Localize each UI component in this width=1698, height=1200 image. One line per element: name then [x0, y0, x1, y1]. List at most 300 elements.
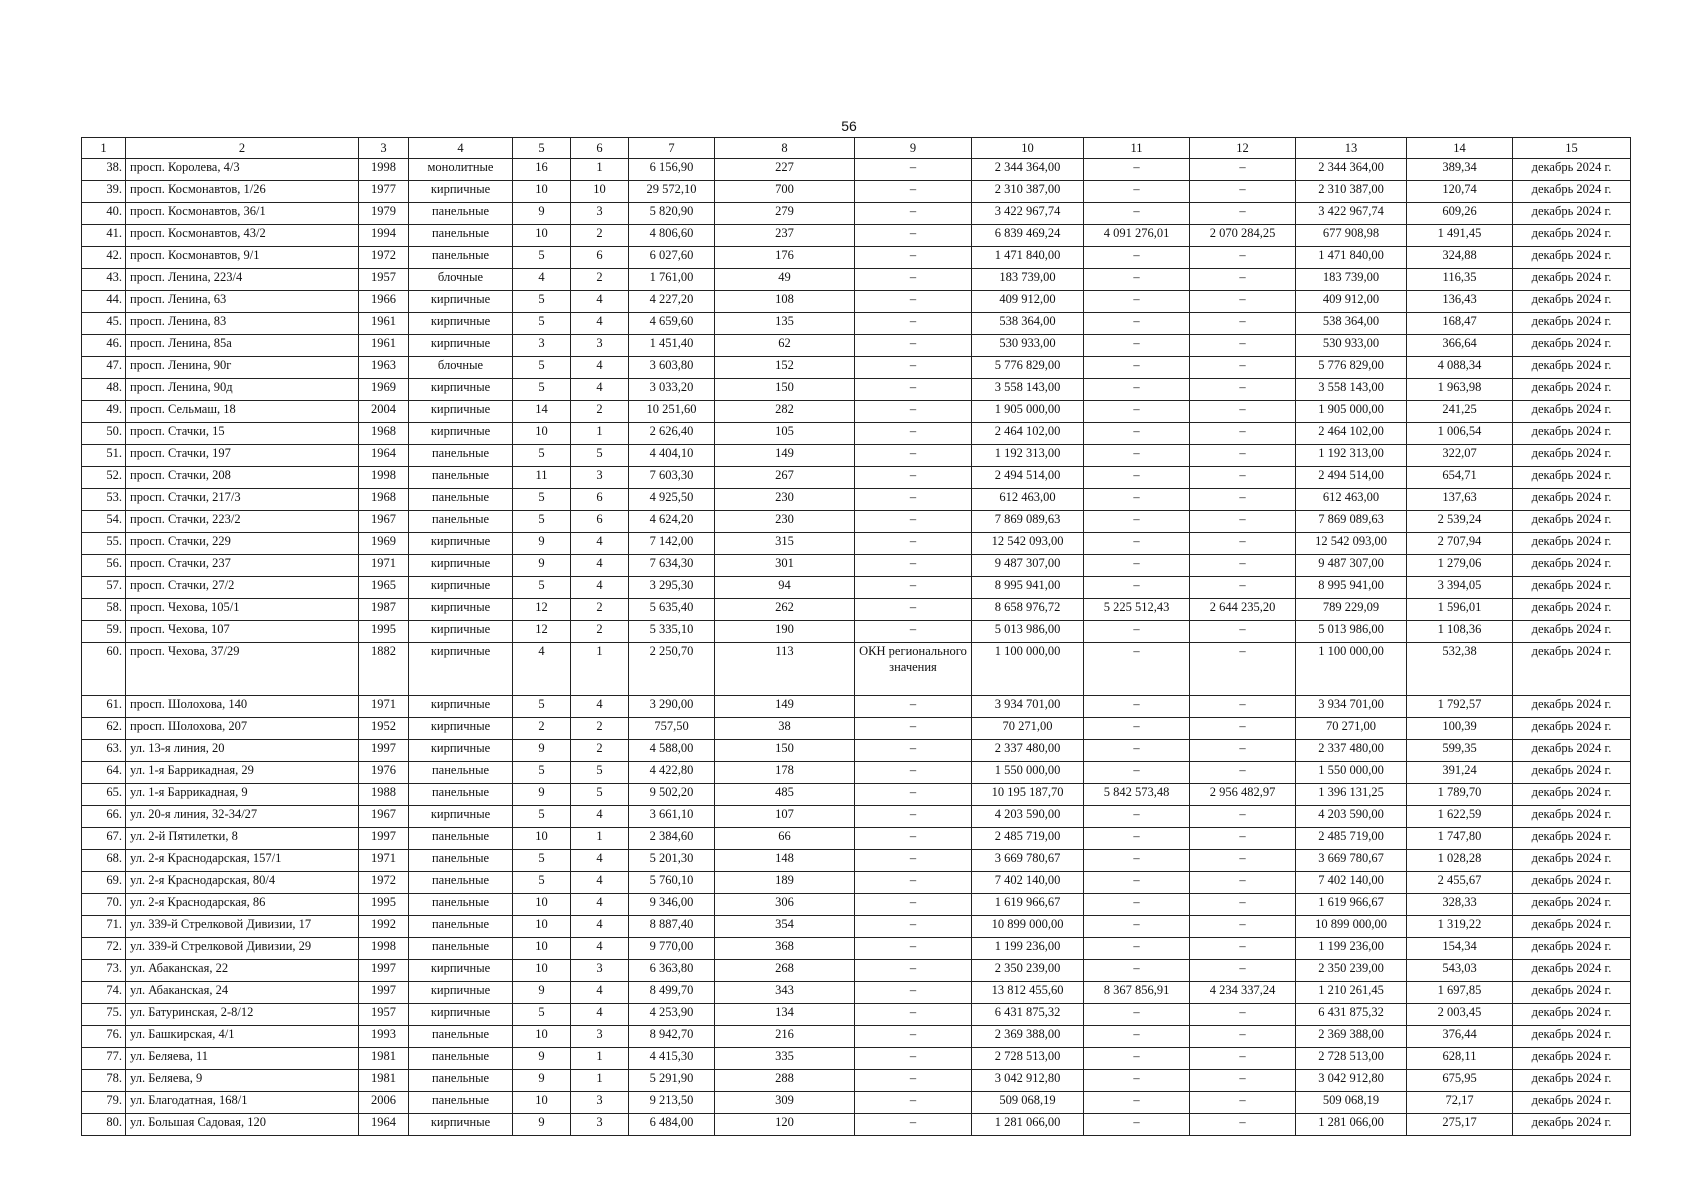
cell-area: 5 760,10: [629, 872, 715, 894]
cell-address: ул. Беляева, 9: [126, 1070, 359, 1092]
cell-heritage-status: –: [855, 740, 972, 762]
cell-fund-source-1: –: [1084, 850, 1190, 872]
cell-year-built: 1997: [359, 740, 409, 762]
cell-area: 4 624,20: [629, 511, 715, 533]
cell-fund-source-3: 6 431 875,32: [1296, 1004, 1407, 1026]
cell-fund-source-2: –: [1190, 159, 1296, 181]
cell-year-built: 1972: [359, 872, 409, 894]
cell-year-built: 1981: [359, 1048, 409, 1070]
cell-completion-date: декабрь 2024 г.: [1513, 599, 1631, 621]
cell-fund-source-3: 2 350 239,00: [1296, 960, 1407, 982]
cell-fund-source-2: –: [1190, 960, 1296, 982]
cell-residents: 62: [715, 335, 855, 357]
cell-heritage-status: –: [855, 247, 972, 269]
cell-completion-date: декабрь 2024 г.: [1513, 938, 1631, 960]
table-row: [82, 269, 1631, 291]
cell-wall-material: панельные: [409, 467, 513, 489]
cell-area: 7 634,30: [629, 555, 715, 577]
cell-entrances: 3: [571, 467, 629, 489]
cell-fund-source-3: 1 100 000,00: [1296, 643, 1407, 696]
cell-fund-source-3: 1 471 840,00: [1296, 247, 1407, 269]
cell-wall-material: кирпичные: [409, 379, 513, 401]
cell-cost-per-sqm: 116,35: [1407, 269, 1513, 291]
cell-row-number: 66.: [82, 806, 126, 828]
cell-entrances: 2: [571, 740, 629, 762]
cell-residents: 282: [715, 401, 855, 423]
cell-floors: 5: [513, 445, 571, 467]
cell-heritage-status: –: [855, 828, 972, 850]
cell-fund-source-1: –: [1084, 1070, 1190, 1092]
cell-fund-source-1: 8 367 856,91: [1084, 982, 1190, 1004]
cell-fund-source-2: –: [1190, 181, 1296, 203]
cell-address: просп. Ленина, 63: [126, 291, 359, 313]
cell-address: ул. Беляева, 11: [126, 1048, 359, 1070]
cell-heritage-status: –: [855, 1004, 972, 1026]
cell-total-cost: 6 839 469,24: [972, 225, 1084, 247]
cell-area: 4 253,90: [629, 1004, 715, 1026]
cell-heritage-status: –: [855, 533, 972, 555]
cell-floors: 10: [513, 894, 571, 916]
cell-total-cost: 538 364,00: [972, 313, 1084, 335]
cell-cost-per-sqm: 72,17: [1407, 1092, 1513, 1114]
cell-address: просп. Стачки, 27/2: [126, 577, 359, 599]
table-row: [82, 718, 1631, 740]
cell-fund-source-1: –: [1084, 181, 1190, 203]
cell-completion-date: декабрь 2024 г.: [1513, 740, 1631, 762]
column-header-8: 8: [715, 138, 855, 159]
cell-wall-material: кирпичные: [409, 401, 513, 423]
cell-fund-source-2: –: [1190, 423, 1296, 445]
table-row: [82, 982, 1631, 1004]
cell-residents: 107: [715, 806, 855, 828]
cell-address: просп. Стачки, 15: [126, 423, 359, 445]
cell-entrances: 1: [571, 828, 629, 850]
cell-fund-source-2: –: [1190, 1114, 1296, 1136]
cell-area: 6 156,90: [629, 159, 715, 181]
cell-row-number: 40.: [82, 203, 126, 225]
cell-total-cost: 1 192 313,00: [972, 445, 1084, 467]
cell-residents: 485: [715, 784, 855, 806]
cell-fund-source-3: 1 619 966,67: [1296, 894, 1407, 916]
cell-completion-date: декабрь 2024 г.: [1513, 696, 1631, 718]
cell-fund-source-1: –: [1084, 247, 1190, 269]
cell-wall-material: панельные: [409, 762, 513, 784]
cell-row-number: 73.: [82, 960, 126, 982]
cell-year-built: 1967: [359, 511, 409, 533]
cell-address: ул. 339-й Стрелковой Дивизии, 29: [126, 938, 359, 960]
cell-entrances: 5: [571, 445, 629, 467]
cell-floors: 10: [513, 1026, 571, 1048]
table-row: [82, 357, 1631, 379]
cell-entrances: 4: [571, 533, 629, 555]
cell-cost-per-sqm: 2 003,45: [1407, 1004, 1513, 1026]
cell-floors: 5: [513, 357, 571, 379]
cell-address: просп. Космонавтов, 43/2: [126, 225, 359, 247]
cell-entrances: 2: [571, 401, 629, 423]
cell-entrances: 6: [571, 247, 629, 269]
table-row: [82, 806, 1631, 828]
cell-wall-material: панельные: [409, 872, 513, 894]
cell-year-built: 1995: [359, 894, 409, 916]
cell-heritage-status: –: [855, 423, 972, 445]
cell-fund-source-1: –: [1084, 203, 1190, 225]
cell-area: 4 806,60: [629, 225, 715, 247]
cell-year-built: 1992: [359, 916, 409, 938]
table-row: [82, 872, 1631, 894]
cell-fund-source-1: –: [1084, 1026, 1190, 1048]
cell-row-number: 45.: [82, 313, 126, 335]
cell-year-built: 1952: [359, 718, 409, 740]
cell-heritage-status: –: [855, 357, 972, 379]
cell-fund-source-1: –: [1084, 806, 1190, 828]
cell-row-number: 47.: [82, 357, 126, 379]
cell-completion-date: декабрь 2024 г.: [1513, 1004, 1631, 1026]
cell-cost-per-sqm: 1 028,28: [1407, 850, 1513, 872]
column-header-10: 10: [972, 138, 1084, 159]
cell-entrances: 4: [571, 357, 629, 379]
cell-cost-per-sqm: 2 707,94: [1407, 533, 1513, 555]
cell-fund-source-1: –: [1084, 511, 1190, 533]
cell-address: ул. 2-я Краснодарская, 80/4: [126, 872, 359, 894]
cell-row-number: 77.: [82, 1048, 126, 1070]
cell-entrances: 1: [571, 159, 629, 181]
cell-row-number: 57.: [82, 577, 126, 599]
cell-row-number: 64.: [82, 762, 126, 784]
cell-fund-source-3: 509 068,19: [1296, 1092, 1407, 1114]
cell-year-built: 1988: [359, 784, 409, 806]
cell-wall-material: кирпичные: [409, 806, 513, 828]
cell-year-built: 1994: [359, 225, 409, 247]
cell-fund-source-3: 612 463,00: [1296, 489, 1407, 511]
cell-completion-date: декабрь 2024 г.: [1513, 577, 1631, 599]
cell-cost-per-sqm: 328,33: [1407, 894, 1513, 916]
cell-completion-date: декабрь 2024 г.: [1513, 643, 1631, 696]
cell-area: 8 499,70: [629, 982, 715, 1004]
cell-fund-source-1: –: [1084, 872, 1190, 894]
cell-fund-source-1: –: [1084, 643, 1190, 696]
cell-completion-date: декабрь 2024 г.: [1513, 181, 1631, 203]
cell-fund-source-3: 2 464 102,00: [1296, 423, 1407, 445]
cell-fund-source-1: –: [1084, 916, 1190, 938]
cell-residents: 190: [715, 621, 855, 643]
cell-area: 5 291,90: [629, 1070, 715, 1092]
cell-heritage-status: –: [855, 1026, 972, 1048]
cell-floors: 10: [513, 828, 571, 850]
cell-entrances: 6: [571, 511, 629, 533]
cell-fund-source-3: 7 869 089,63: [1296, 511, 1407, 533]
cell-residents: 230: [715, 489, 855, 511]
cell-residents: 49: [715, 269, 855, 291]
cell-residents: 150: [715, 379, 855, 401]
cell-area: 4 925,50: [629, 489, 715, 511]
cell-wall-material: панельные: [409, 938, 513, 960]
cell-address: просп. Стачки, 208: [126, 467, 359, 489]
cell-year-built: 1971: [359, 555, 409, 577]
cell-cost-per-sqm: 137,63: [1407, 489, 1513, 511]
cell-row-number: 58.: [82, 599, 126, 621]
table-row: [82, 1004, 1631, 1026]
cell-total-cost: 3 042 912,80: [972, 1070, 1084, 1092]
cell-residents: 315: [715, 533, 855, 555]
cell-address: ул. Благодатная, 168/1: [126, 1092, 359, 1114]
cell-floors: 10: [513, 181, 571, 203]
cell-heritage-status: –: [855, 718, 972, 740]
cell-fund-source-3: 183 739,00: [1296, 269, 1407, 291]
cell-area: 29 572,10: [629, 181, 715, 203]
cell-fund-source-2: –: [1190, 379, 1296, 401]
cell-completion-date: декабрь 2024 г.: [1513, 1092, 1631, 1114]
cell-area: 7 142,00: [629, 533, 715, 555]
cell-total-cost: 1 199 236,00: [972, 938, 1084, 960]
cell-cost-per-sqm: 2 455,67: [1407, 872, 1513, 894]
cell-total-cost: 509 068,19: [972, 1092, 1084, 1114]
cell-year-built: 1997: [359, 960, 409, 982]
cell-residents: 189: [715, 872, 855, 894]
cell-fund-source-2: –: [1190, 718, 1296, 740]
cell-cost-per-sqm: 1 491,45: [1407, 225, 1513, 247]
cell-residents: 301: [715, 555, 855, 577]
cell-cost-per-sqm: 376,44: [1407, 1026, 1513, 1048]
cell-fund-source-2: 2 644 235,20: [1190, 599, 1296, 621]
cell-floors: 11: [513, 467, 571, 489]
cell-fund-source-1: –: [1084, 938, 1190, 960]
table-row: [82, 960, 1631, 982]
cell-area: 6 027,60: [629, 247, 715, 269]
cell-residents: 113: [715, 643, 855, 696]
cell-area: 2 250,70: [629, 643, 715, 696]
cell-fund-source-2: 4 234 337,24: [1190, 982, 1296, 1004]
cell-year-built: 1957: [359, 269, 409, 291]
cell-residents: 262: [715, 599, 855, 621]
cell-entrances: 2: [571, 718, 629, 740]
cell-fund-source-1: –: [1084, 313, 1190, 335]
cell-row-number: 51.: [82, 445, 126, 467]
cell-row-number: 72.: [82, 938, 126, 960]
cell-total-cost: 5 013 986,00: [972, 621, 1084, 643]
cell-cost-per-sqm: 654,71: [1407, 467, 1513, 489]
cell-floors: 10: [513, 916, 571, 938]
column-header-1: 1: [82, 138, 126, 159]
cell-heritage-status: –: [855, 806, 972, 828]
cell-residents: 335: [715, 1048, 855, 1070]
cell-cost-per-sqm: 136,43: [1407, 291, 1513, 313]
table-row: [82, 784, 1631, 806]
cell-wall-material: кирпичные: [409, 577, 513, 599]
cell-wall-material: панельные: [409, 445, 513, 467]
cell-fund-source-3: 1 281 066,00: [1296, 1114, 1407, 1136]
cell-wall-material: панельные: [409, 511, 513, 533]
cell-floors: 5: [513, 850, 571, 872]
cell-floors: 5: [513, 806, 571, 828]
cell-fund-source-3: 409 912,00: [1296, 291, 1407, 313]
cell-row-number: 52.: [82, 467, 126, 489]
cell-heritage-status: –: [855, 1070, 972, 1092]
cell-residents: 178: [715, 762, 855, 784]
cell-year-built: 1998: [359, 467, 409, 489]
cell-residents: 267: [715, 467, 855, 489]
cell-fund-source-2: –: [1190, 872, 1296, 894]
cell-residents: 309: [715, 1092, 855, 1114]
cell-entrances: 4: [571, 806, 629, 828]
cell-cost-per-sqm: 628,11: [1407, 1048, 1513, 1070]
cell-fund-source-3: 4 203 590,00: [1296, 806, 1407, 828]
cell-fund-source-2: –: [1190, 203, 1296, 225]
cell-entrances: 3: [571, 203, 629, 225]
cell-cost-per-sqm: 532,38: [1407, 643, 1513, 696]
cell-fund-source-3: 1 210 261,45: [1296, 982, 1407, 1004]
page-number: 56: [841, 118, 857, 134]
cell-residents: 148: [715, 850, 855, 872]
cell-fund-source-2: –: [1190, 445, 1296, 467]
cell-entrances: 3: [571, 960, 629, 982]
cell-heritage-status: –: [855, 784, 972, 806]
cell-year-built: 1987: [359, 599, 409, 621]
cell-total-cost: 7 869 089,63: [972, 511, 1084, 533]
cell-completion-date: декабрь 2024 г.: [1513, 489, 1631, 511]
cell-heritage-status: ОКН регионального значения: [855, 643, 972, 696]
cell-cost-per-sqm: 599,35: [1407, 740, 1513, 762]
cell-address: ул. Абаканская, 24: [126, 982, 359, 1004]
cell-area: 757,50: [629, 718, 715, 740]
cell-floors: 9: [513, 982, 571, 1004]
cell-floors: 2: [513, 718, 571, 740]
cell-floors: 9: [513, 1114, 571, 1136]
cell-heritage-status: –: [855, 621, 972, 643]
cell-completion-date: декабрь 2024 г.: [1513, 1114, 1631, 1136]
cell-fund-source-1: –: [1084, 621, 1190, 643]
cell-year-built: 1957: [359, 1004, 409, 1026]
cell-cost-per-sqm: 391,24: [1407, 762, 1513, 784]
cell-fund-source-3: 677 908,98: [1296, 225, 1407, 247]
cell-wall-material: панельные: [409, 784, 513, 806]
cell-fund-source-2: –: [1190, 1092, 1296, 1114]
cell-fund-source-2: –: [1190, 850, 1296, 872]
cell-completion-date: декабрь 2024 г.: [1513, 467, 1631, 489]
cell-completion-date: декабрь 2024 г.: [1513, 313, 1631, 335]
cell-fund-source-2: –: [1190, 1026, 1296, 1048]
cell-residents: 237: [715, 225, 855, 247]
cell-completion-date: декабрь 2024 г.: [1513, 379, 1631, 401]
table-row: [82, 335, 1631, 357]
cell-floors: 5: [513, 379, 571, 401]
cell-residents: 279: [715, 203, 855, 225]
cell-address: ул. 20-я линия, 32-34/27: [126, 806, 359, 828]
cell-total-cost: 6 431 875,32: [972, 1004, 1084, 1026]
cell-completion-date: декабрь 2024 г.: [1513, 423, 1631, 445]
cell-row-number: 43.: [82, 269, 126, 291]
cell-area: 4 659,60: [629, 313, 715, 335]
cell-residents: 152: [715, 357, 855, 379]
cell-entrances: 4: [571, 1004, 629, 1026]
cell-residents: 343: [715, 982, 855, 1004]
cell-completion-date: декабрь 2024 г.: [1513, 872, 1631, 894]
cell-row-number: 69.: [82, 872, 126, 894]
cell-completion-date: декабрь 2024 г.: [1513, 1048, 1631, 1070]
column-header-4: 4: [409, 138, 513, 159]
cell-cost-per-sqm: 1 747,80: [1407, 828, 1513, 850]
column-header-11: 11: [1084, 138, 1190, 159]
cell-year-built: 1998: [359, 159, 409, 181]
cell-floors: 9: [513, 203, 571, 225]
cell-fund-source-3: 1 192 313,00: [1296, 445, 1407, 467]
cell-fund-source-3: 5 776 829,00: [1296, 357, 1407, 379]
cell-heritage-status: –: [855, 872, 972, 894]
cell-row-number: 71.: [82, 916, 126, 938]
cell-fund-source-1: –: [1084, 762, 1190, 784]
cell-floors: 5: [513, 696, 571, 718]
cell-heritage-status: –: [855, 960, 972, 982]
cell-address: просп. Королева, 4/3: [126, 159, 359, 181]
cell-fund-source-2: –: [1190, 247, 1296, 269]
cell-heritage-status: –: [855, 489, 972, 511]
cell-wall-material: монолитные: [409, 159, 513, 181]
table-row: [82, 511, 1631, 533]
cell-area: 6 363,80: [629, 960, 715, 982]
table-row: [82, 828, 1631, 850]
cell-total-cost: 2 350 239,00: [972, 960, 1084, 982]
cell-floors: 9: [513, 1070, 571, 1092]
column-header-13: 13: [1296, 138, 1407, 159]
cell-year-built: 1968: [359, 423, 409, 445]
cell-address: просп. Чехова, 37/29: [126, 643, 359, 696]
cell-fund-source-1: –: [1084, 423, 1190, 445]
cell-fund-source-3: 9 487 307,00: [1296, 555, 1407, 577]
column-header-9: 9: [855, 138, 972, 159]
cell-area: 1 761,00: [629, 269, 715, 291]
cell-total-cost: 3 669 780,67: [972, 850, 1084, 872]
cell-completion-date: декабрь 2024 г.: [1513, 784, 1631, 806]
cell-total-cost: 183 739,00: [972, 269, 1084, 291]
cell-total-cost: 5 776 829,00: [972, 357, 1084, 379]
cell-entrances: 4: [571, 982, 629, 1004]
cell-total-cost: 2 344 364,00: [972, 159, 1084, 181]
cell-floors: 4: [513, 269, 571, 291]
cell-wall-material: панельные: [409, 1070, 513, 1092]
table-row: [82, 423, 1631, 445]
cell-row-number: 62.: [82, 718, 126, 740]
cell-heritage-status: –: [855, 894, 972, 916]
cell-residents: 149: [715, 445, 855, 467]
cell-entrances: 4: [571, 313, 629, 335]
cell-fund-source-3: 7 402 140,00: [1296, 872, 1407, 894]
cell-completion-date: декабрь 2024 г.: [1513, 445, 1631, 467]
cell-floors: 9: [513, 555, 571, 577]
cell-wall-material: кирпичные: [409, 423, 513, 445]
cell-heritage-status: –: [855, 467, 972, 489]
cell-fund-source-1: –: [1084, 1004, 1190, 1026]
cell-fund-source-3: 1 905 000,00: [1296, 401, 1407, 423]
cell-floors: 9: [513, 740, 571, 762]
cell-fund-source-2: –: [1190, 555, 1296, 577]
cell-completion-date: декабрь 2024 г.: [1513, 1070, 1631, 1092]
cell-wall-material: панельные: [409, 489, 513, 511]
cell-entrances: 3: [571, 1114, 629, 1136]
table-row: [82, 696, 1631, 718]
cell-year-built: 1964: [359, 445, 409, 467]
cell-residents: 306: [715, 894, 855, 916]
cell-heritage-status: –: [855, 401, 972, 423]
cell-row-number: 49.: [82, 401, 126, 423]
cell-area: 3 295,30: [629, 577, 715, 599]
cell-fund-source-1: –: [1084, 445, 1190, 467]
cell-year-built: 1968: [359, 489, 409, 511]
cell-area: 10 251,60: [629, 401, 715, 423]
cell-cost-per-sqm: 1 596,01: [1407, 599, 1513, 621]
cell-entrances: 1: [571, 643, 629, 696]
cell-fund-source-2: –: [1190, 511, 1296, 533]
cell-entrances: 3: [571, 335, 629, 357]
cell-completion-date: декабрь 2024 г.: [1513, 247, 1631, 269]
